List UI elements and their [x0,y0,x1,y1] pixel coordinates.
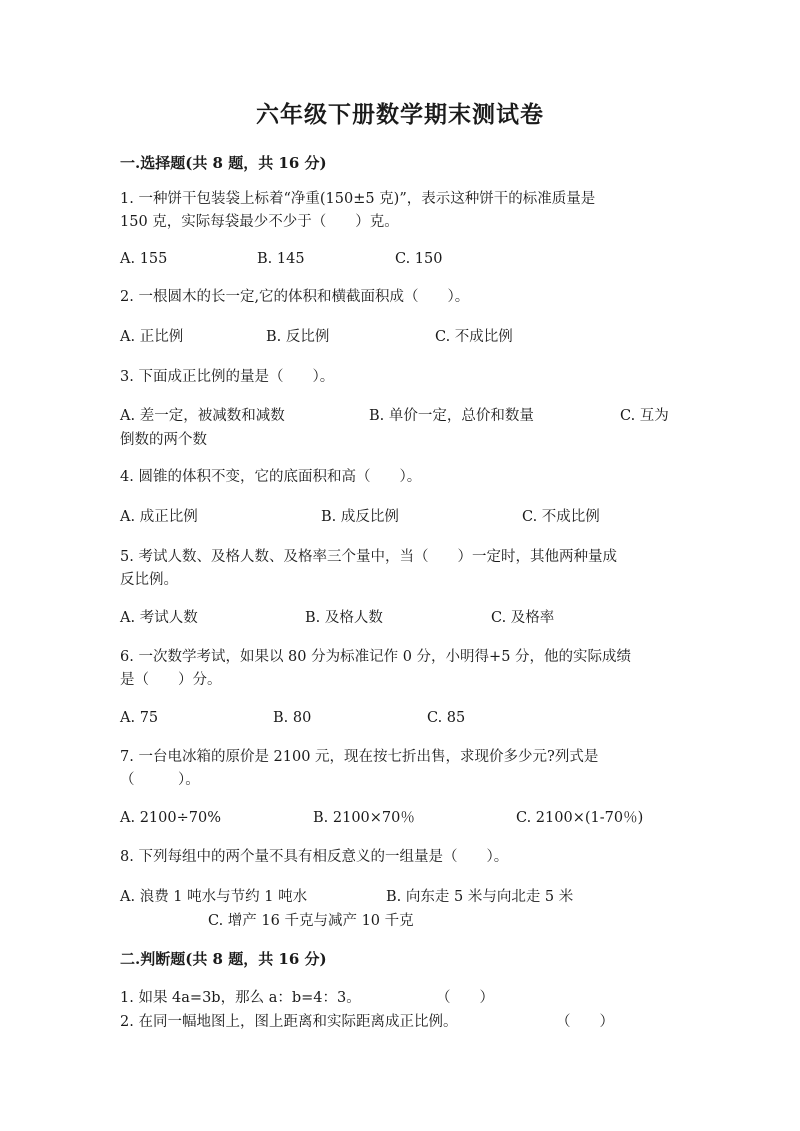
option-c[interactable]: C. 及格率 [491,610,555,626]
option-c[interactable]: C. 不成比例 [435,329,513,345]
question-text: 150 克，实际每袋最少不少于（ ）克。 [120,214,399,230]
question-text: （ ）。 [120,772,200,788]
option-b[interactable]: B. 2100×70％ [313,810,415,826]
question-text: 是（ ）分。 [120,672,222,688]
judge-item-2: 2. 在同一幅地图上，图上距离和实际距离成正比例。 [120,1014,458,1030]
page-title: 六年级下册数学期末测试卷 [256,101,544,128]
question-8 [120,846,680,869]
section-heading-choice: 一.选择题(共 8 题，共 16 分) [120,154,327,172]
option-b[interactable]: B. 成反比例 [321,509,399,525]
question-text: 4. 圆锥的体积不变，它的底面积和高（ ）。 [120,469,422,485]
section-heading-judge: 二.判断题(共 8 题，共 16 分) [120,950,327,968]
question-5 [120,546,680,592]
option-c[interactable]: C. 85 [427,710,466,726]
question-6 [120,646,680,692]
option-c[interactable]: C. 不成比例 [522,509,600,525]
option-b[interactable]: B. 145 [257,251,305,267]
answer-blank[interactable]: （ ） [556,1014,614,1030]
option-a[interactable]: A. 正比例 [120,329,184,345]
option-a[interactable]: A. 考试人数 [120,610,198,626]
question-text: 5. 考试人数、及格人数、及格率三个量中，当（ ）一定时，其他两种量成 [120,549,617,565]
option-c-continued: 倒数的两个数 [120,432,207,448]
option-b[interactable]: B. 80 [273,710,312,726]
option-a[interactable]: A. 差一定，被减数和减数 [120,408,285,424]
question-7 [120,746,680,792]
question-1 [120,188,680,234]
question-text: 3. 下面成正比例的量是（ ）。 [120,369,335,385]
question-3 [120,366,680,389]
option-b[interactable]: B. 及格人数 [305,610,383,626]
option-a[interactable]: A. 155 [120,251,168,267]
question-text: 6. 一次数学考试，如果以 80 分为标准记作 0 分，小明得+5 分，他的实际成绩 [120,649,632,665]
option-a[interactable]: A. 2100÷70% [120,810,221,826]
answer-blank[interactable]: （ ） [436,990,494,1006]
question-text: 8. 下列每组中的两个量不具有相反意义的一组量是（ ）。 [120,849,509,865]
option-b[interactable]: B. 向东走 5 米与向北走 5 米 [386,889,574,905]
question-text: 反比例。 [120,572,178,588]
question-text: 7. 一台电冰箱的原价是 2100 元，现在按七折出售，求现价多少元?列式是 [120,749,599,765]
option-b[interactable]: B. 单价一定，总价和数量 [369,408,534,424]
option-c[interactable]: C. 150 [395,251,443,267]
question-2 [120,286,680,309]
option-c[interactable]: C. 2100×(1-70％) [516,810,644,826]
option-c[interactable]: C. 互为 [620,408,669,424]
judge-item-1: 1. 如果 4a=3b，那么 a：b=4：3。 [120,990,361,1006]
option-a[interactable]: A. 75 [120,710,159,726]
question-text: 2. 一根圆木的长一定,它的体积和横截面积成（ ）。 [120,289,470,305]
question-4 [120,466,680,489]
option-c[interactable]: C. 增产 16 千克与减产 10 千克 [208,913,414,929]
option-b[interactable]: B. 反比例 [266,329,330,345]
option-a[interactable]: A. 浪费 1 吨水与节约 1 吨水 [120,889,308,905]
question-text: 1. 一种饼干包装袋上标着“净重(150±5 克)”，表示这种饼干的标准质量是 [120,191,596,207]
option-a[interactable]: A. 成正比例 [120,509,198,525]
